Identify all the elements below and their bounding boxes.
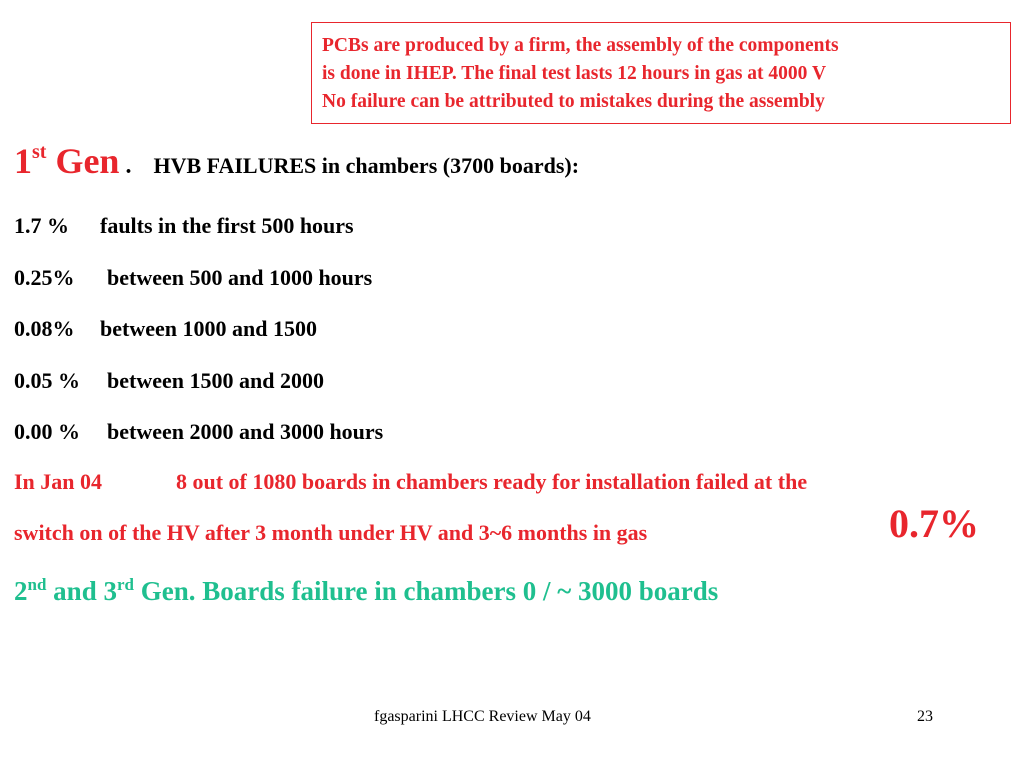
jan-failure-line-2	[14, 520, 647, 546]
rate-percent: 0.05 %	[14, 368, 80, 393]
note-line-2: is done in IHEP. The final test lasts 12 hours in gas at 4000 V	[322, 63, 827, 84]
jan-failure-text-1: 8 out of 1080 boards in chambers ready for installation failed at the	[176, 469, 808, 494]
rate-description: between 500 and 1000 hours	[107, 265, 373, 290]
rate-percent: 1.7 %	[14, 213, 69, 238]
rate-percent: 0.25%	[14, 265, 75, 290]
gen2-number: 2	[14, 576, 28, 606]
first-gen-word: Gen	[46, 141, 120, 181]
rate-description: between 1500 and 2000	[107, 368, 324, 393]
page-number: 23	[917, 708, 933, 725]
rate-description: between 1000 and 1500	[100, 316, 317, 341]
rate-row-3	[14, 316, 317, 342]
hvb-failures-heading: HVB FAILURES in chambers (3700 boards):	[153, 153, 580, 178]
first-gen-dot: .	[125, 153, 132, 179]
jan-date: In Jan 04	[14, 469, 103, 494]
gen2-superscript: nd	[27, 575, 47, 594]
second-third-gen-line	[14, 576, 718, 607]
first-gen-label	[14, 141, 119, 181]
rate-row-4	[14, 368, 324, 394]
rate-percent: 0.08%	[14, 316, 75, 341]
rate-row-1	[14, 213, 354, 239]
note-line-1: PCBs are produced by a firm, the assembly of the components	[322, 35, 839, 56]
gen23-failure-text: Gen. Boards failure in chambers 0 / ~ 3000 boards	[133, 576, 719, 606]
rate-description: faults in the first 500 hours	[100, 213, 354, 238]
assembly-note-box	[311, 22, 1011, 124]
rate-percent: 0.00 %	[14, 419, 80, 444]
rate-row-5	[14, 419, 383, 445]
rate-description: between 2000 and 3000 hours	[107, 419, 384, 444]
gen3-text: and 3	[46, 576, 117, 606]
first-gen-superscript: st	[32, 141, 47, 163]
first-gen-header	[14, 140, 579, 182]
gen3-superscript: rd	[116, 575, 134, 594]
failure-percent-highlight: 0.7%	[889, 501, 979, 546]
jan-failure-text-2: switch on of the HV after 3 month under HV and 3~6 months in gas	[14, 520, 648, 545]
note-line-3: No failure can be attributed to mistakes during the assembly	[322, 91, 825, 112]
footer-author: fgasparini LHCC Review May 04	[374, 708, 591, 725]
rate-row-2	[14, 265, 372, 291]
first-gen-number: 1	[14, 141, 32, 181]
jan-failure-line-1	[14, 469, 807, 495]
